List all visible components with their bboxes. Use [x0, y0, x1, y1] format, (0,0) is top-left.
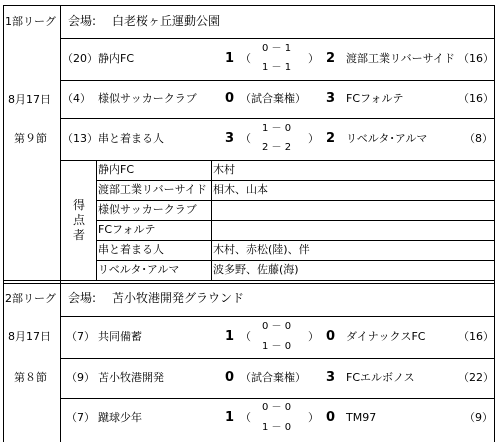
scorer-team: 様似サッカークラブ [98, 203, 197, 216]
half-score-2: 1 － 0 [262, 422, 292, 433]
home-score: 1 [225, 329, 235, 344]
left-column-divider [60, 5, 61, 442]
away-score: 3 [326, 91, 336, 106]
paren-open: （ [240, 52, 251, 65]
scorer-players: 相木、山本 [213, 183, 268, 196]
half-score-2: 1 － 1 [262, 62, 292, 73]
away-team: TM97 [346, 411, 377, 424]
venue-name: 白老桜ヶ丘運動公園 [112, 14, 221, 28]
frame-right [494, 5, 495, 442]
home-score: 0 [225, 91, 235, 106]
half-score-2: 1 － 0 [262, 341, 292, 352]
league-label: 1部リーグ [5, 15, 56, 28]
away-rank: （16） [458, 52, 494, 65]
half-score-2: 2 － 2 [262, 142, 292, 153]
scorer-players: 波多野、佐藤(海) [213, 263, 299, 276]
home-team: 苫小牧港開発 [98, 371, 164, 384]
row-line [60, 358, 495, 359]
home-score: 1 [225, 51, 235, 66]
half-score-1: 0 － 0 [262, 321, 292, 332]
forfeit-note: （試合棄権） [240, 92, 306, 105]
row-line [60, 398, 495, 399]
venue-label: 会場: [68, 291, 97, 305]
paren-open: （ [240, 132, 251, 145]
half-score-1: 1 － 0 [262, 123, 292, 134]
home-rank: （7） [66, 330, 95, 343]
scorer-row-line [96, 200, 495, 201]
away-team: FCエルボノス [346, 371, 415, 384]
match-date: 8月17日 [8, 330, 51, 343]
home-team: 共同備蓄 [98, 330, 142, 343]
forfeit-note: （試合棄権） [240, 371, 306, 384]
match-round: 第９節 [14, 132, 47, 145]
row-line [60, 160, 495, 161]
section-separator [3, 283, 495, 284]
away-score: 2 [326, 51, 336, 66]
paren-close: ） [308, 52, 319, 65]
scorers-label-char: 者 [72, 228, 85, 242]
scorers-label-char: 得 [72, 198, 85, 212]
paren-close: ） [308, 132, 319, 145]
away-rank: （16） [458, 330, 494, 343]
scorer-team: 静内FC [98, 163, 135, 176]
scorer-players: 木村 [213, 163, 235, 176]
paren-open: （ [240, 411, 251, 424]
scorer-team: リベルタ･アルマ [98, 263, 180, 276]
away-rank: （22） [458, 371, 494, 384]
row-line [60, 118, 495, 119]
match-date: 8月17日 [8, 93, 51, 106]
row-line [60, 38, 495, 39]
scorer-players: 木村、赤松(陸)、伴 [213, 243, 310, 256]
half-score-1: 0 － 1 [262, 43, 292, 54]
home-team: 串と着まる人 [98, 132, 164, 145]
frame-top [3, 5, 495, 6]
scorer-team: 渡部工業リバーサイド [98, 183, 207, 196]
scorers-label-char: 点 [72, 213, 85, 227]
home-team: 静内FC [98, 52, 135, 65]
away-score: 0 [326, 329, 336, 344]
half-score-1: 0 － 0 [262, 402, 292, 413]
away-rank: （9） [464, 411, 493, 424]
section-separator [3, 280, 495, 281]
scorer-team: 串と着まる人 [98, 243, 164, 256]
paren-open: （ [240, 330, 251, 343]
away-score: 2 [326, 131, 336, 146]
venue-name: 苫小牧港開発グラウンド [112, 291, 245, 305]
scorer-row-line [96, 260, 495, 261]
scorer-team: FCフォルテ [98, 223, 156, 236]
match-round: 第８節 [14, 371, 47, 384]
frame-left [3, 5, 4, 442]
league-label: 2部リーグ [5, 292, 56, 305]
paren-close: ） [308, 330, 319, 343]
away-team: FCフォルテ [346, 92, 404, 105]
venue-label: 会場: [68, 14, 97, 28]
paren-close: ） [308, 411, 319, 424]
home-rank: （7） [66, 411, 95, 424]
away-team: ダイナックスFC [346, 330, 426, 343]
home-score: 0 [225, 370, 235, 385]
away-score: 0 [326, 410, 336, 425]
row-line [60, 80, 495, 81]
home-rank: （13） [62, 132, 98, 145]
home-score: 3 [225, 131, 235, 146]
row-line [60, 316, 495, 317]
home-score: 1 [225, 410, 235, 425]
scorer-row-line [96, 220, 495, 221]
away-score: 3 [326, 370, 336, 385]
home-team: 蹴球少年 [98, 411, 142, 424]
home-team: 様似サッカークラブ [98, 92, 197, 105]
home-rank: （4） [62, 92, 91, 105]
scorer-row-line [96, 240, 495, 241]
away-rank: （8） [464, 132, 493, 145]
home-rank: （20） [62, 52, 98, 65]
home-rank: （9） [66, 371, 95, 384]
away-team: 渡部工業リバーサイド [346, 52, 455, 65]
away-rank: （16） [458, 92, 494, 105]
away-team: リベルタ･アルマ [346, 132, 428, 145]
scorer-row-line [96, 180, 495, 181]
